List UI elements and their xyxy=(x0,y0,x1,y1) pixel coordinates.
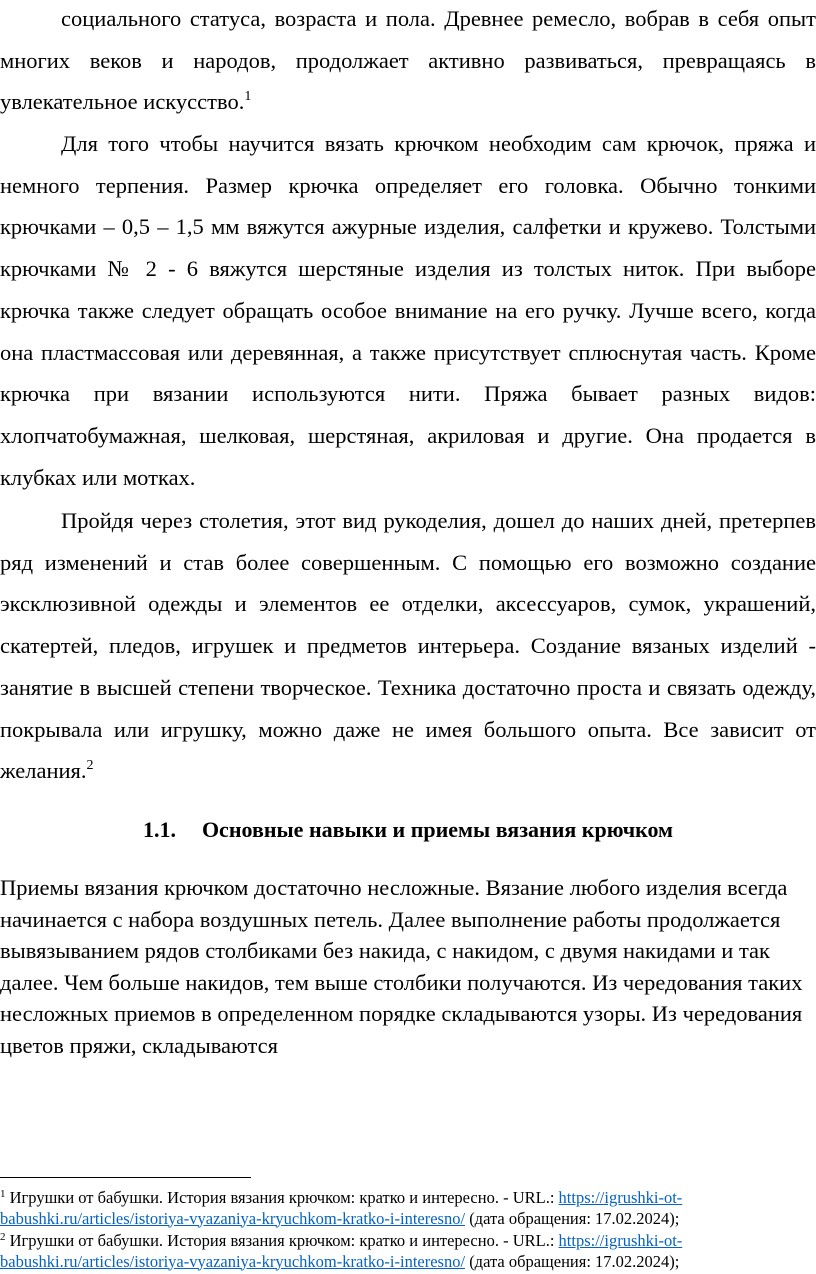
footnote-1-link[interactable]: https://igrushki-ot-babushki.ru/articles/istoriya-vyazaniya-kryuchkom-kratko-i-interesno/ xyxy=(0,1188,683,1228)
footnote-2-text: Игрушки от бабушки. История вязания крючком: кратко и интересно. - URL.: xyxy=(5,1231,559,1250)
footnotes xyxy=(0,1188,816,1274)
section-heading xyxy=(0,813,816,847)
section-heading-title: Основные навыки и приемы вязания крючком xyxy=(201,817,674,842)
footnote-1-text: Игрушки от бабушки. История вязания крючком: кратко и интересно. - URL.: xyxy=(5,1188,559,1207)
footnote-ref-1[interactable]: 1 xyxy=(244,89,252,105)
paragraph-3 xyxy=(0,500,816,792)
paragraph-2-text: Для того чтобы научится вязать крючком необходим сам крючок, пряжа и немного терпения. Размер крючка определяет его головка. Обычно тонкими крючками – 0,5 – 1,5 мм вяжутся ажурные изделия, салфетки и кружево. Толстыми крючками № 2 - 6 вяжутся шерстяные изделия из толстых ниток. При выборе крючка также следует обращать особое внимание на его ручку. Лучше всего, когда она пластмассовая или деревянная, а также присутствует сплюснутая часть. Кроме крючка при вязании используются нити. Пряжа бывает разных видов: хлопчатобумажная, шелковая, шерстяная, акриловая и другие. Она продается в клубках или мотках. xyxy=(0,131,816,490)
paragraph-1-text: социального статуса, возраста и пола. Древнее ремесло, вобрав в себя опыт многих веков и народов, продолжает активно развиваться, превращаясь в увлекательное искусство. xyxy=(0,6,816,115)
footnote-mark-2: 2 xyxy=(0,1231,6,1243)
footnote-1 xyxy=(0,1188,816,1229)
paragraph-1 xyxy=(0,0,816,123)
paragraph-3-text: Пройдя через столетия, этот вид рукоделия, дошел до наших дней, претерпев ряд изменений и став более совершенным. С помощью его возможно создание эксклюзивной одежды и элементов ее отделки, аксессуаров, сумок, украшений, скатертей, пледов, игрушек и предметов интерьера. Создание вязаных изделий - занятие в высшей степени творческое. Техника достаточно проста и связать одежду, покрывала или игрушку, можно даже не имея большого опыта. Все зависит от желания. xyxy=(0,508,816,784)
footnote-2-access: (дата обращения: 17.02.2024); xyxy=(465,1251,680,1271)
footnote-mark-1: 1 xyxy=(0,1188,6,1200)
paragraph-2 xyxy=(0,123,816,498)
section-heading-number: 1.1. xyxy=(142,817,176,842)
footnote-ref-2[interactable]: 2 xyxy=(86,758,94,774)
footnote-separator xyxy=(0,1177,251,1178)
footnote-2 xyxy=(0,1231,816,1272)
section-paragraph: Приемы вязания крючком достаточно несложные. Вязание любого изделия всегда начинается с набора воздушных петель. Далее выполнение работы продолжается вывязыванием рядов столбиками без накида, с накидом, с двумя накидами и так далее. Чем больше накидов, тем выше столбики получаются. Из чередования таких несложных приемов в определенном порядке складываются узоры. Из чередования цветов пряжи, складываются xyxy=(0,875,803,1058)
footnote-1-access: (дата обращения: 17.02.2024); xyxy=(465,1208,680,1228)
footnote-2-link[interactable]: https://igrushki-ot-babushki.ru/articles/istoriya-vyazaniya-kryuchkom-kratko-i-interesno/ xyxy=(0,1231,683,1271)
